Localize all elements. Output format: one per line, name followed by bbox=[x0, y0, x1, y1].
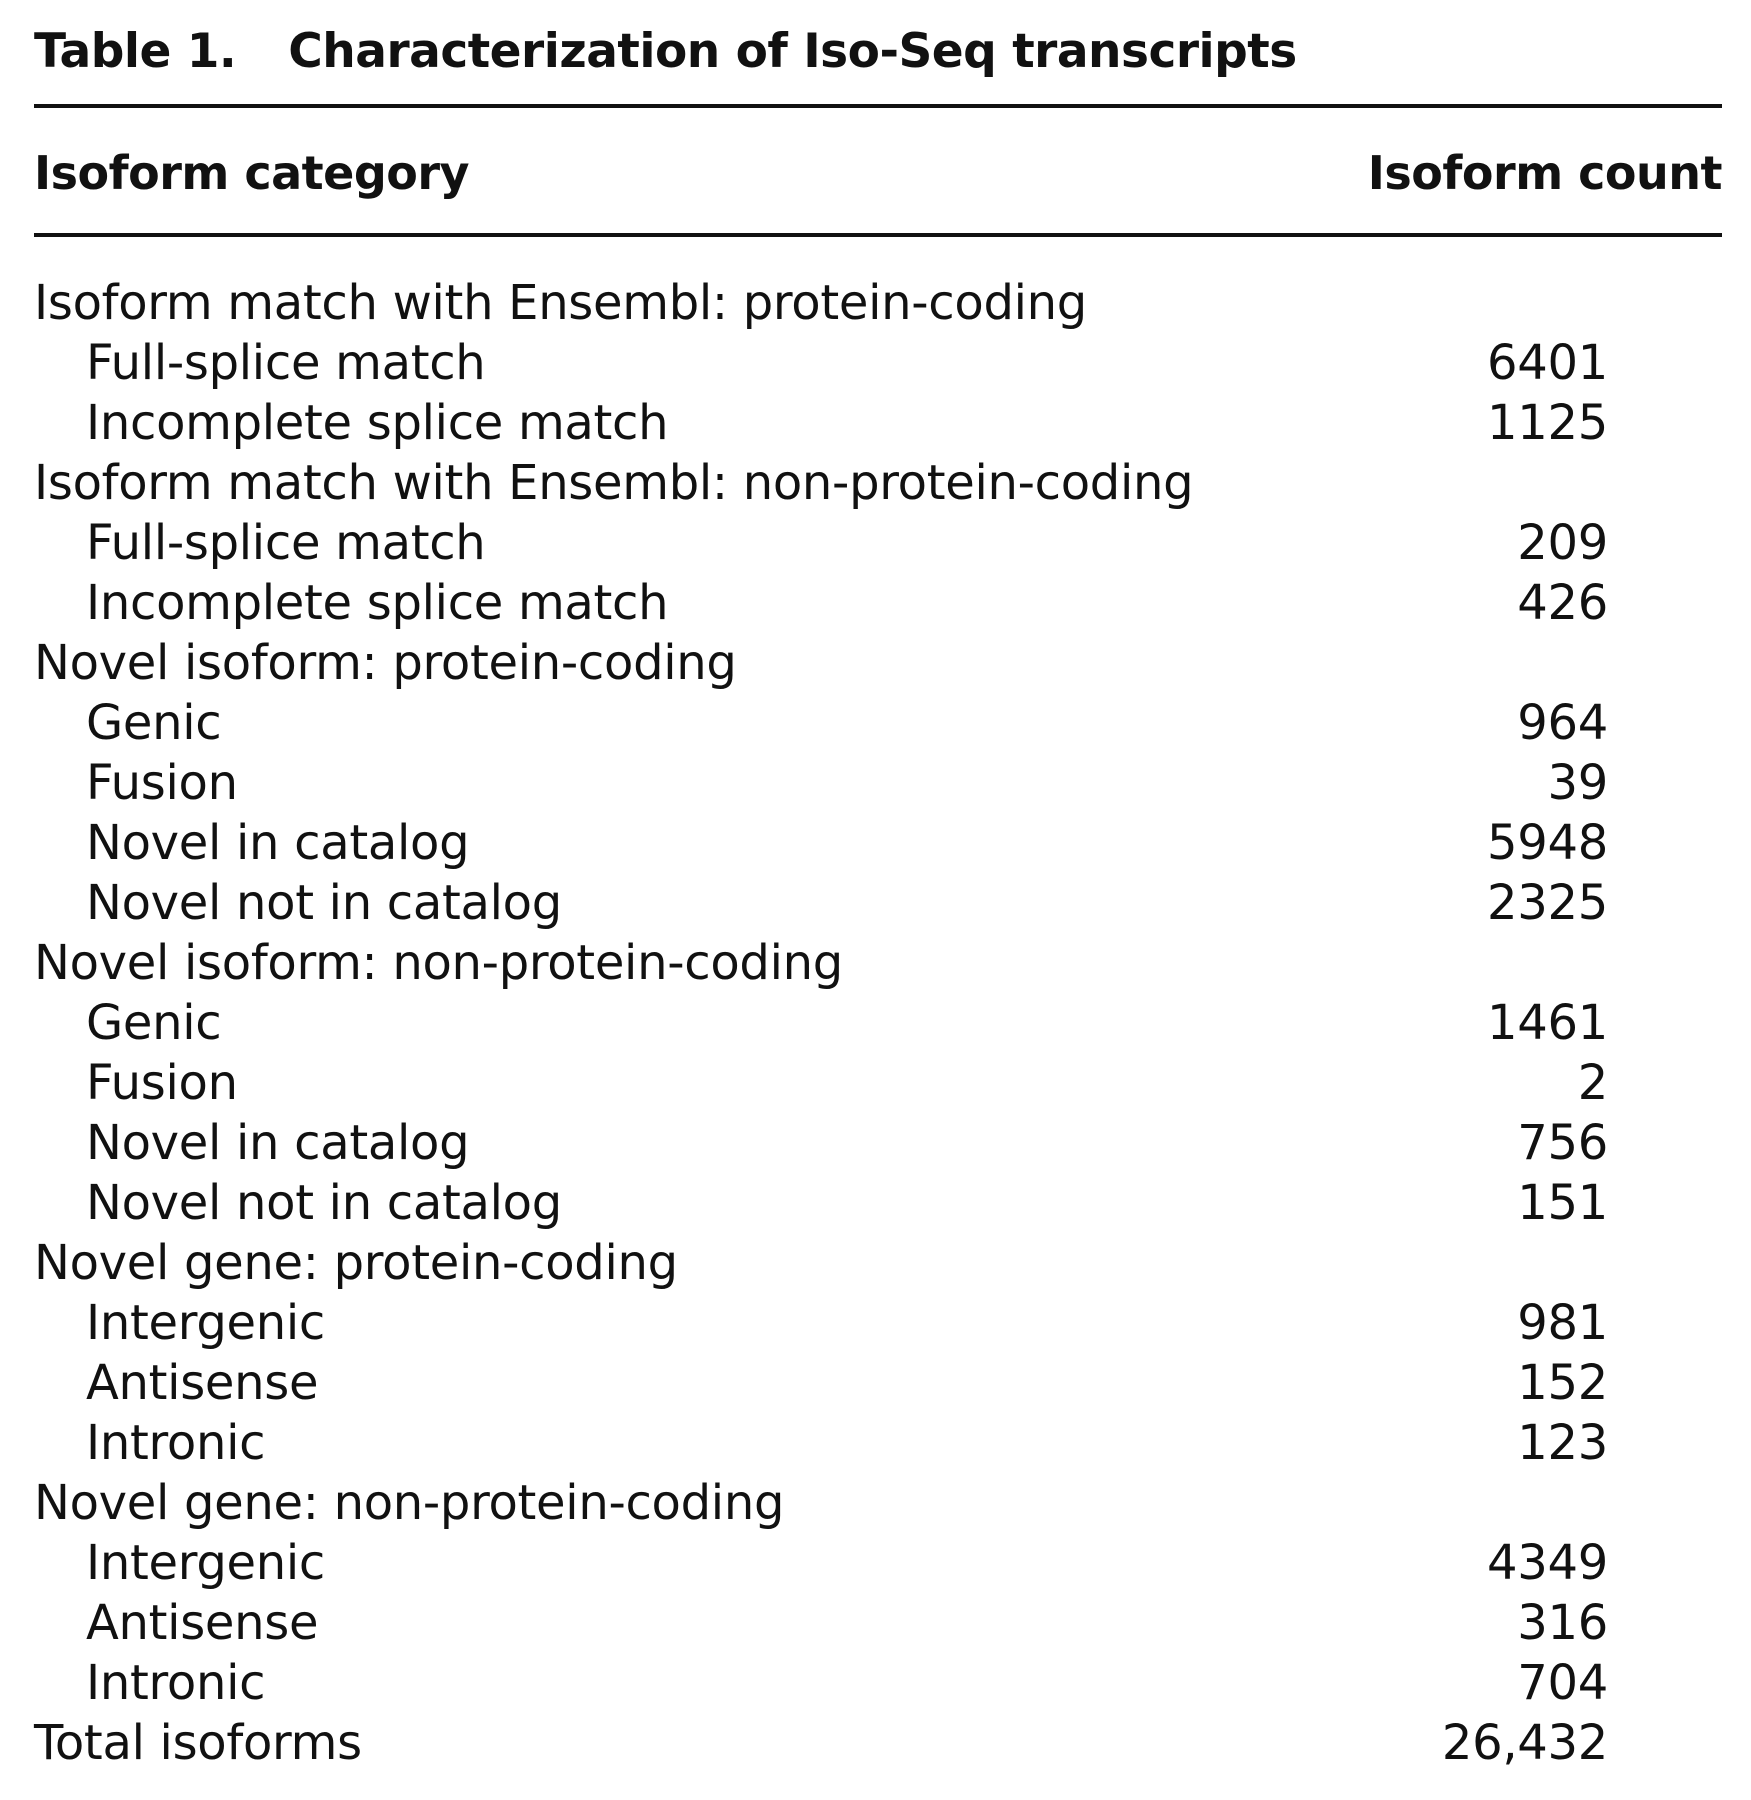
table-row bbox=[34, 1293, 1722, 1353]
table-row bbox=[34, 1053, 1722, 1113]
row-count: 39 bbox=[1547, 755, 1608, 811]
table-container bbox=[34, 22, 1722, 1773]
row-category: Incomplete splice match bbox=[86, 575, 669, 631]
row-category: Genic bbox=[86, 695, 222, 751]
row-category: Novel in catalog bbox=[86, 815, 470, 871]
table-group-row bbox=[34, 633, 1722, 693]
table-group-row bbox=[34, 1713, 1722, 1773]
row-category: Genic bbox=[86, 995, 222, 1051]
table-group-row bbox=[34, 933, 1722, 993]
row-count: 5948 bbox=[1487, 815, 1608, 871]
table-row bbox=[34, 1413, 1722, 1473]
column-header-count: Isoform count bbox=[1367, 146, 1722, 200]
table-label: Table 1. bbox=[34, 24, 237, 79]
row-count: 2 bbox=[1577, 1055, 1608, 1111]
row-category: Full-splice match bbox=[86, 335, 486, 391]
column-header-category: Isoform category bbox=[34, 146, 470, 200]
table-row bbox=[34, 1113, 1722, 1173]
table-row bbox=[34, 1173, 1722, 1233]
row-category: Intergenic bbox=[86, 1535, 325, 1591]
row-count: 4349 bbox=[1487, 1535, 1608, 1591]
row-count: 2325 bbox=[1487, 875, 1608, 931]
row-count: 316 bbox=[1517, 1595, 1608, 1651]
table-group-row bbox=[34, 1233, 1722, 1293]
table-row bbox=[34, 693, 1722, 753]
row-count: 1461 bbox=[1487, 995, 1608, 1051]
table-row bbox=[34, 333, 1722, 393]
table-title: Characterization of Iso-Seq transcripts bbox=[288, 24, 1297, 79]
row-count: 704 bbox=[1517, 1655, 1608, 1711]
table-row bbox=[34, 573, 1722, 633]
row-count: 964 bbox=[1517, 695, 1608, 751]
row-category: Novel not in catalog bbox=[86, 1175, 562, 1231]
row-count: 26,432 bbox=[1441, 1715, 1608, 1771]
table-row bbox=[34, 813, 1722, 873]
row-count: 426 bbox=[1517, 575, 1608, 631]
table-row bbox=[34, 993, 1722, 1053]
header-rule bbox=[34, 233, 1722, 237]
table-row bbox=[34, 873, 1722, 933]
row-category: Novel gene: non-protein-coding bbox=[34, 1475, 785, 1531]
row-category: Novel in catalog bbox=[86, 1115, 470, 1171]
row-category: Fusion bbox=[86, 755, 238, 811]
table-group-row bbox=[34, 273, 1722, 333]
row-category: Novel isoform: protein-coding bbox=[34, 635, 737, 691]
table-caption bbox=[34, 22, 1722, 82]
table-group-row bbox=[34, 1473, 1722, 1533]
row-count: 6401 bbox=[1487, 335, 1608, 391]
row-count: 209 bbox=[1517, 515, 1608, 571]
table-row bbox=[34, 1533, 1722, 1593]
table-row bbox=[34, 1593, 1722, 1653]
row-category: Intronic bbox=[86, 1655, 266, 1711]
table-row bbox=[34, 393, 1722, 453]
row-category: Incomplete splice match bbox=[86, 395, 669, 451]
row-category: Antisense bbox=[86, 1595, 319, 1651]
row-category: Novel not in catalog bbox=[86, 875, 562, 931]
row-count: 1125 bbox=[1487, 395, 1608, 451]
row-count: 151 bbox=[1517, 1175, 1608, 1231]
row-category: Intergenic bbox=[86, 1295, 325, 1351]
row-count: 756 bbox=[1517, 1115, 1608, 1171]
table-row bbox=[34, 1653, 1722, 1713]
table-group-row bbox=[34, 453, 1722, 513]
row-category: Total isoforms bbox=[34, 1715, 362, 1771]
row-category: Isoform match with Ensembl: protein-coding bbox=[34, 275, 1087, 331]
table-row bbox=[34, 1353, 1722, 1413]
row-category: Antisense bbox=[86, 1355, 319, 1411]
row-category: Novel gene: protein-coding bbox=[34, 1235, 678, 1291]
row-category: Isoform match with Ensembl: non-protein-coding bbox=[34, 455, 1194, 511]
row-category: Full-splice match bbox=[86, 515, 486, 571]
row-category: Fusion bbox=[86, 1055, 238, 1111]
row-count: 981 bbox=[1517, 1295, 1608, 1351]
table-row bbox=[34, 753, 1722, 813]
table-row bbox=[34, 513, 1722, 573]
row-count: 123 bbox=[1517, 1415, 1608, 1471]
row-category: Novel isoform: non-protein-coding bbox=[34, 935, 843, 991]
table-header bbox=[34, 108, 1722, 233]
table-body bbox=[34, 273, 1722, 1773]
row-count: 152 bbox=[1517, 1355, 1608, 1411]
row-category: Intronic bbox=[86, 1415, 266, 1471]
